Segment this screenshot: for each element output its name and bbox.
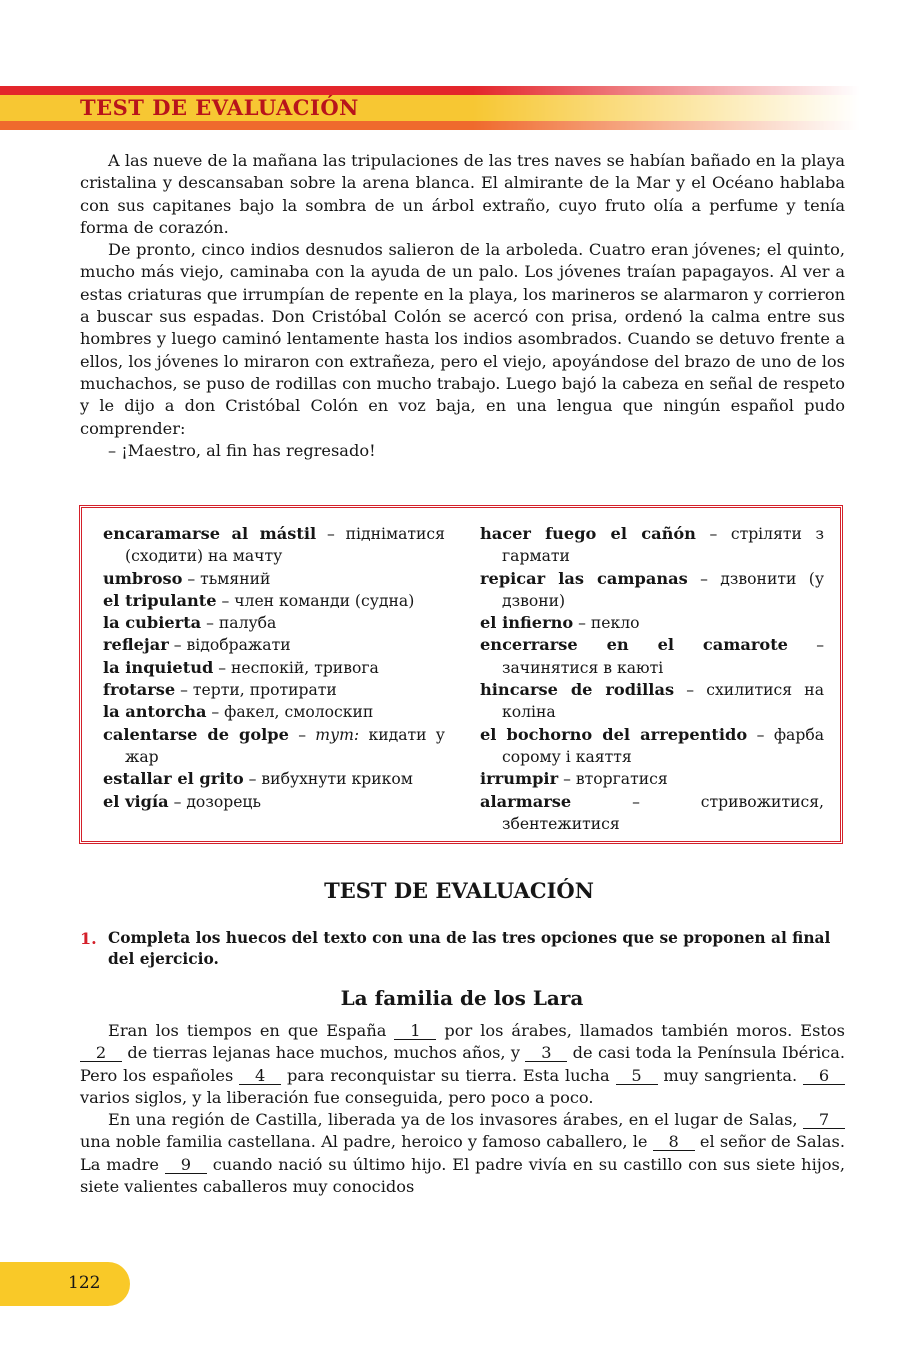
vocabulary-entry: hacer fuego el cañón – стріляти з гармати <box>480 524 824 566</box>
vocabulary-entry: encaramarse al mástil – підніматися (сходити) на мачту <box>103 524 445 566</box>
reading-paragraph: A las nueve de la mañana las tripulaciones de las tres naves se habían bañado en la playa cristalina y descansaban sobre la arena blanca. El almirante de la Mar y el Océano hablaba con sus capitanes bajo la sombra de un árbol extraño, cuyo fruto olía a perfume y tenía forma de corazón. <box>80 151 845 237</box>
reading-text <box>80 150 845 462</box>
vocabulary-entry: el bochorno del arrepentido – фарба сорому і каяття <box>480 724 824 766</box>
vocabulary-entry: el infierno – пекло <box>480 613 640 633</box>
vocabulary-translation: дзвонити (у дзвони) <box>502 569 825 610</box>
vocabulary-translation: вторгатися <box>575 770 668 789</box>
vocabulary-entry: estallar el grito – вибухнути криком <box>103 769 413 789</box>
vocabulary-term: el tripulante <box>103 590 217 610</box>
page-number-tab <box>0 1262 130 1306</box>
exercise-text: Completa los huecos del texto con una de las tres opciones que se proponen al final del ejercicio. <box>108 929 831 968</box>
blank-2: 2 <box>80 1045 122 1062</box>
vocabulary-translation: тьмяний <box>200 569 271 588</box>
vocabulary-entry: hincarse de rodillas – схилитися на коліна <box>480 680 824 722</box>
blank-5: 5 <box>616 1068 658 1085</box>
story-paragraph: En una región de Castilla, liberada ya de los invasores árabes, en el lugar de Salas, 7 una noble familia castellana. Al padre, heroico y famoso caballero, le 8 el señor de Salas. La madre 9 cuando nació su último hijo. El padre vivía en su castillo con sus siete hijos, siete valientes caballeros muy conocidos <box>80 1110 845 1197</box>
vocabulary-translation: вибухнути криком <box>261 770 413 789</box>
vocabulary-term: alarmarse <box>480 791 572 811</box>
vocabulary-translation: стріляти з гармати <box>502 525 824 566</box>
vocabulary-box <box>79 505 843 844</box>
section-title: TEST DE EVALUACIÓN <box>80 95 359 120</box>
vocabulary-translation: палуба <box>218 614 277 633</box>
vocabulary-translation: факел, смолоскип <box>224 703 374 722</box>
test-title: TEST DE EVALUACIÓN <box>324 878 594 903</box>
vocabulary-translation: неспокій, тривога <box>231 658 379 677</box>
vocabulary-term: calentarse de golpe <box>103 724 289 744</box>
vocabulary-entry: reflejar – відображати <box>103 635 291 655</box>
vocabulary-term: irrumpir <box>480 769 559 789</box>
reading-paragraph: – ¡Maestro, al fin has regresado! <box>108 440 376 460</box>
vocabulary-column-right <box>480 523 824 835</box>
story-text <box>80 1020 845 1198</box>
vocabulary-translation: зачинятися в каюті <box>502 658 664 677</box>
blank-1: 1 <box>394 1023 436 1040</box>
blank-9: 9 <box>165 1157 207 1174</box>
vocabulary-term: el bochorno del arrepentido <box>480 724 748 744</box>
vocabulary-term: estallar el grito <box>103 769 244 789</box>
vocabulary-entry: umbroso – тьмяний <box>103 568 271 588</box>
vocabulary-term: encaramarse al mástil <box>103 524 317 543</box>
vocabulary-translation: фарба сорому і каяття <box>502 725 824 766</box>
vocabulary-translation: терти, протирати <box>192 681 337 700</box>
vocabulary-term: la cubierta <box>103 613 202 633</box>
blank-3: 3 <box>525 1045 567 1062</box>
vocabulary-entry: calentarse de golpe – тут: кидати у жар <box>103 724 445 766</box>
vocabulary-entry: encerrarse en el camarote – зачинятися в каюті <box>480 635 824 677</box>
vocabulary-translation: схилитися на коліна <box>502 681 824 722</box>
vocabulary-term: frotarse <box>103 680 176 700</box>
vocabulary-translation: відображати <box>186 636 291 655</box>
vocabulary-entry: el vigía – дозорець <box>103 791 261 811</box>
page-number: 122 <box>68 1273 101 1293</box>
story-title: La familia de los Lara <box>340 986 584 1010</box>
vocabulary-term: la antorcha <box>103 702 207 722</box>
blank-7: 7 <box>803 1112 845 1129</box>
vocabulary-term: la inquietud <box>103 657 214 677</box>
vocabulary-entry: la cubierta – палуба <box>103 613 277 633</box>
vocabulary-translation: кидати у жар <box>125 725 445 766</box>
vocabulary-translation: стривожитися, збентежитися <box>502 792 824 833</box>
vocabulary-term: umbroso <box>103 568 183 588</box>
blank-8: 8 <box>653 1134 695 1151</box>
vocabulary-entry: el tripulante – член команди (судна) <box>103 590 415 610</box>
blank-4: 4 <box>239 1068 281 1085</box>
exercise-number: 1. <box>80 929 97 948</box>
vocabulary-column-left <box>103 523 445 813</box>
vocabulary-entry: repicar las campanas – дзвонити (у дзвони) <box>480 568 825 610</box>
vocabulary-entry: irrumpir – вторгатися <box>480 769 668 789</box>
vocabulary-entry: la antorcha – факел, смолоскип <box>103 702 374 722</box>
vocabulary-term: repicar las campanas <box>480 568 688 588</box>
vocabulary-entry: alarmarse – стривожитися, збентежитися <box>480 791 824 833</box>
vocabulary-term: el vigía <box>103 791 169 811</box>
vocabulary-note: тут: <box>315 725 369 744</box>
vocabulary-term: encerrarse en el camarote <box>480 635 788 655</box>
story-paragraph: Eran los tiempos en que España 1 por los árabes, llamados también moros. Estos 2 de tierras lejanas hace muchos, muchos años, y 3 de casi toda la Península Ibérica. Pero los españoles 4 para reconquistar su tierra. Esta lucha 5 muy sangrienta. 6 varios siglos, y la liberación fue conseguida, pero poco a poco. <box>80 1021 845 1107</box>
vocabulary-term: hacer fuego el cañón <box>480 524 696 543</box>
vocabulary-entry: frotarse – терти, протирати <box>103 680 337 700</box>
blank-6: 6 <box>803 1068 845 1085</box>
vocabulary-term: hincarse de rodillas <box>480 680 675 700</box>
exercise-instruction <box>80 928 848 970</box>
vocabulary-entry: la inquietud – неспокій, тривога <box>103 657 379 677</box>
reading-paragraph: De pronto, cinco indios desnudos salieron de la arboleda. Cuatro eran jóvenes; el quinto, mucho más viejo, caminaba con la ayuda de un palo. Los jóvenes traían papagayos. Al ver a estas criaturas que irrumpían de repente en la playa, los marineros se alarmaron y corrieron a buscar sus espadas. Don Cristóbal Colón se acercó con prisa, ordenó la calma entre sus hombres y luego caminó lentamente hasta los indios asombrados. Cuando se detuvo frente a ellos, los jóvenes lo miraron con extrañeza, pero el viejo, apoyándose del brazo de uno de los muchachos, se puso de rodillas con mucho trabajo. Luego bajó la cabeza en señal de respeto y le dijo a don Cristóbal Colón en voz baja, en una lengua que ningún español pudo comprender: <box>80 240 845 438</box>
vocabulary-translation: підніматися (сходити) на мачту <box>125 525 445 566</box>
vocabulary-translation: член команди (судна) <box>234 591 415 610</box>
vocabulary-translation: дозорець <box>186 792 261 811</box>
vocabulary-term: reflejar <box>103 635 169 655</box>
vocabulary-translation: пекло <box>590 614 640 633</box>
vocabulary-term: el infierno <box>480 613 574 633</box>
